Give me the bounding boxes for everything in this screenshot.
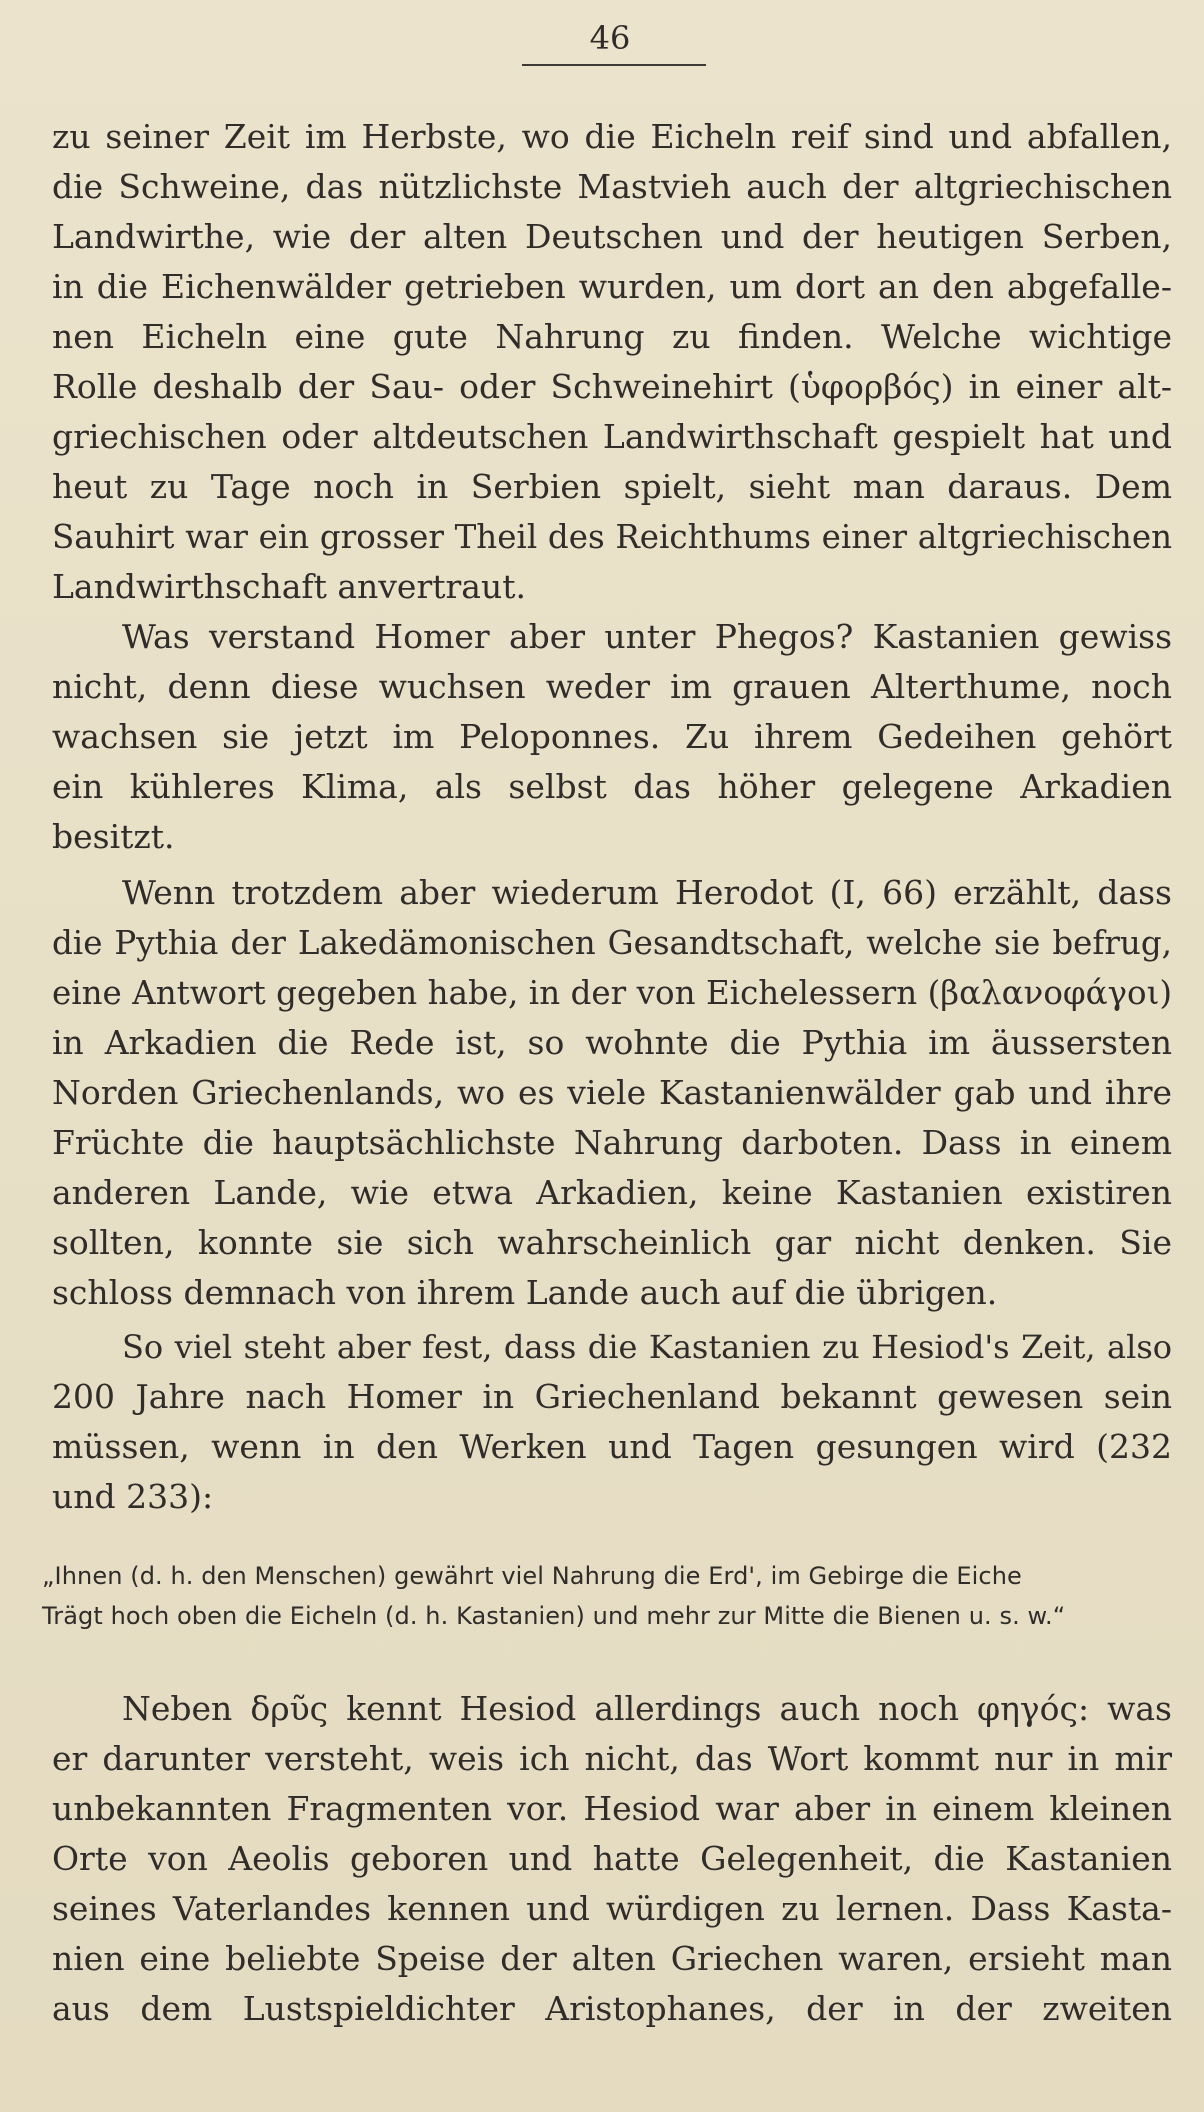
text-line: sollten, konnte sie sich wahrscheinlich gar nicht denken. Sie (52, 1223, 1172, 1262)
text-line: Orte von Aeolis geboren und hatte Gelegenheit, die Kastanien (52, 1839, 1172, 1878)
text-line: schloss demnach von ihrem Lande auch auf die übrigen. (52, 1273, 998, 1312)
header-rule (522, 64, 706, 66)
text-line: die Schweine, das nützlichste Mastvieh auch der altgriechischen (52, 167, 1172, 206)
text-line: Früchte die hauptsächlichste Nahrung darboten. Dass in einem (52, 1123, 1172, 1162)
page-number: 46 (589, 19, 631, 57)
text-line: Landwirthschaft anvertraut. (52, 567, 526, 606)
text-line: anderen Lande, wie etwa Arkadien, keine Kastanien existiren (52, 1173, 1172, 1212)
text-line: seines Vaterlandes kennen und würdigen zu lernen. Dass Kasta- (52, 1889, 1172, 1928)
text-line: besitzt. (52, 817, 175, 856)
text-line: nicht, denn diese wuchsen weder im grauen Alterthume, noch (52, 667, 1172, 706)
text-line: Rolle deshalb der Sau- oder Schweinehirt (ὑφορβός) in einer alt- (52, 367, 1172, 406)
text-line: aus dem Lustspieldichter Aristophanes, der in der zweiten (52, 1989, 1172, 2028)
text-line: die Pythia der Lakedämonischen Gesandtschaft, welche sie befrug, (52, 924, 1172, 962)
text-line: in Arkadien die Rede ist, so wohnte die Pythia im äussersten (52, 1023, 1172, 1062)
text-line: müssen, wenn in den Werken und Tagen gesungen wird (232 (52, 1427, 1172, 1466)
text-line: zu seiner Zeit im Herbste, wo die Eicheln reif sind und abfallen, (52, 117, 1172, 156)
text-line: wachsen sie jetzt im Peloponnes. Zu ihrem Gedeihen gehört (52, 717, 1172, 756)
text-line: nen Eicheln eine gute Nahrung zu finden. Welche wichtige (52, 317, 1172, 356)
text-line: Sauhirt war ein grosser Theil des Reichthums einer altgriechischen (52, 518, 1172, 556)
text-line: Was verstand Homer aber unter Phegos? Kastanien gewiss (122, 617, 1172, 656)
text-line: in die Eichenwälder getrieben wurden, um dort an den abgefalle- (52, 267, 1172, 306)
text-line: So viel steht aber fest, dass die Kastanien zu Hesiod's Zeit, also (122, 1328, 1172, 1366)
text-line: er darunter versteht, weis ich nicht, das Wort kommt nur in mir (52, 1739, 1172, 1778)
text-line: unbekannten Fragmenten vor. Hesiod war aber in einem kleinen (52, 1789, 1172, 1828)
text-line: griechischen oder altdeutschen Landwirthschaft gespielt hat und (52, 417, 1172, 456)
text-line: Norden Griechenlands, wo es viele Kastanienwälder gab und ihre (52, 1073, 1172, 1112)
text-line: und 233): (52, 1477, 214, 1516)
quote-line: „Ihnen (d. h. den Menschen) gewährt viel Nahrung die Erd', im Gebirge die Eiche (42, 1562, 1022, 1590)
text-line: heut zu Tage noch in Serbien spielt, sieht man daraus. Dem (52, 467, 1172, 506)
text-line: 200 Jahre nach Homer in Griechenland bekannt gewesen sein (52, 1377, 1172, 1416)
text-line: eine Antwort gegeben habe, in der von Eichelessern (βαλανοφάγοι) (52, 974, 1172, 1012)
text-line: Neben δρῦς kennt Hesiod allerdings auch noch φηγός: was (122, 1689, 1172, 1728)
text-line: ein kühleres Klima, als selbst das höher gelegene Arkadien (52, 767, 1172, 806)
quote-line: Trägt hoch oben die Eicheln (d. h. Kastanien) und mehr zur Mitte die Bienen u. s. w.“ (42, 1602, 1066, 1630)
text-line: Landwirthe, wie der alten Deutschen und der heutigen Serben, (52, 217, 1172, 256)
text-line: nien eine beliebte Speise der alten Griechen waren, ersieht man (52, 1939, 1172, 1978)
text-line: Wenn trotzdem aber wiederum Herodot (I, 66) erzählt, dass (122, 873, 1172, 912)
